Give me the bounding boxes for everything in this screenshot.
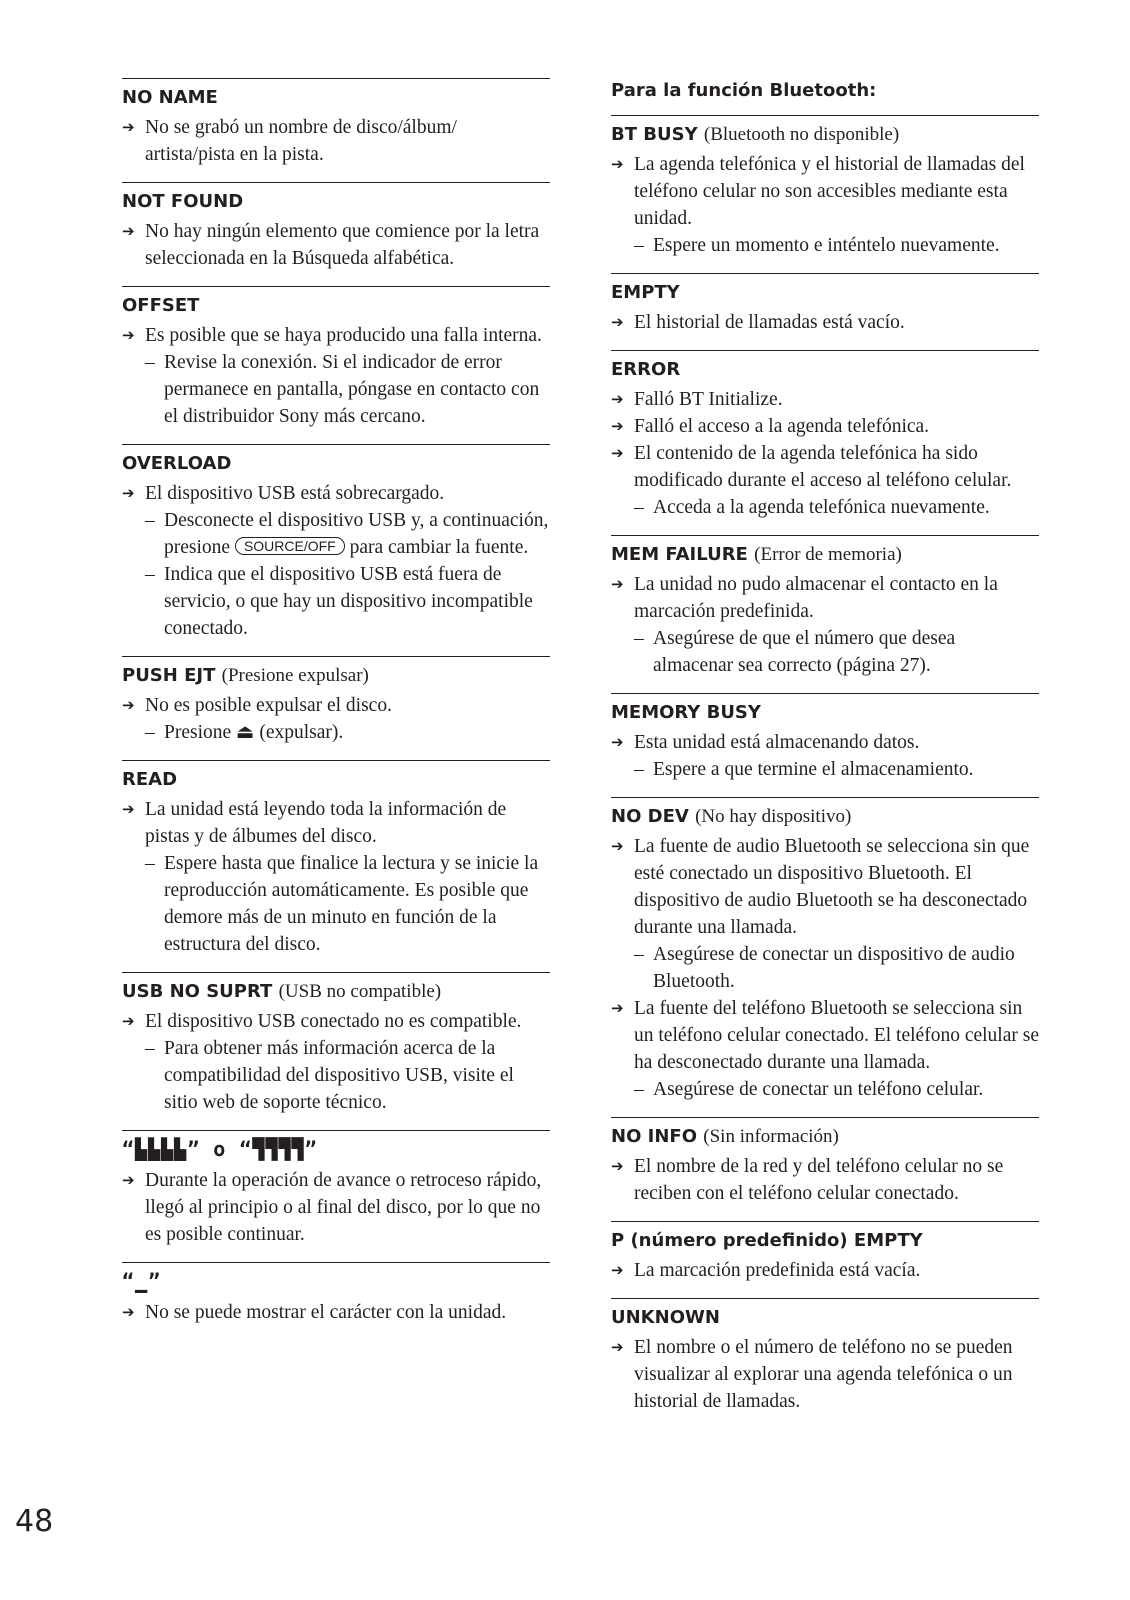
arrow-icon: ➔ <box>122 222 135 240</box>
entry-title <box>611 700 1039 725</box>
message-entry <box>122 760 550 958</box>
entry-title <box>611 1305 1039 1330</box>
cause-text: El historial de llamadas está vacío. <box>634 312 905 333</box>
cause-item <box>122 114 550 168</box>
message-entry <box>611 115 1039 259</box>
message-entry <box>122 972 550 1116</box>
entry-code: MEMORY BUSY <box>611 702 761 723</box>
message-entry <box>122 78 550 168</box>
entry-code: OVERLOAD <box>122 453 232 474</box>
entry-title <box>122 979 550 1004</box>
cause-item <box>611 833 1039 941</box>
entry-code: NO DEV <box>611 806 689 827</box>
dash-icon: – <box>145 510 155 531</box>
entry-code: NOT FOUND <box>122 191 244 212</box>
cause-item <box>611 309 1039 336</box>
entry-subtitle: (USB no compatible) <box>278 981 442 1002</box>
remedy-item <box>611 756 1039 783</box>
entry-code: EMPTY <box>611 282 680 303</box>
cause-text: El nombre de la red y del teléfono celular no se reciben con el teléfono celular conectado. <box>634 1156 1004 1204</box>
arrow-icon: ➔ <box>611 837 624 855</box>
cause-item <box>611 440 1039 494</box>
entry-code: UNKNOWN <box>611 1307 720 1328</box>
entry-title <box>122 663 550 688</box>
dash-icon: – <box>145 1038 155 1059</box>
remedy-text: Asegúrese de conectar un dispositivo de audio Bluetooth. <box>653 944 1015 992</box>
entry-code: READ <box>122 769 178 790</box>
cause-item <box>122 1299 550 1326</box>
entry-title <box>122 293 550 318</box>
entry-title <box>611 122 1039 147</box>
cause-item <box>611 571 1039 625</box>
left-column <box>122 78 550 1340</box>
arrow-icon: ➔ <box>611 444 624 462</box>
cause-item <box>122 692 550 719</box>
arrow-icon: ➔ <box>611 733 624 751</box>
message-entry <box>611 1298 1039 1415</box>
cause-text: Esta unidad está almacenando datos. <box>634 732 920 753</box>
remedy-item <box>122 507 550 561</box>
right-column <box>611 78 1039 1429</box>
arrow-icon: ➔ <box>122 1303 135 1321</box>
entry-title <box>611 357 1039 382</box>
arrow-icon: ➔ <box>122 1171 135 1189</box>
entry-title <box>122 451 550 476</box>
cause-text: No se grabó un nombre de disco/álbum/ artista/pista en la pista. <box>145 117 457 165</box>
remedy-text: Revise la conexión. Si el indicador de error permanece en pantalla, póngase en contacto con el distribuidor Sony más cercano. <box>164 352 540 427</box>
remedy-text: Para obtener más información acerca de la compatibilidad del dispositivo USB, visite el sitio web de soporte técnico. <box>164 1038 514 1113</box>
remedy-item <box>611 1076 1039 1103</box>
entry-title <box>122 767 550 792</box>
cause-text: No se puede mostrar el carácter con la unidad. <box>145 1302 507 1323</box>
remedy-text: Acceda a la agenda telefónica nuevamente. <box>653 497 990 518</box>
cause-text: No hay ningún elemento que comience por la letra seleccionada en la Búsqueda alfabética. <box>145 221 540 269</box>
dash-icon: – <box>634 759 644 780</box>
remedy-text: Espere a que termine el almacenamiento. <box>653 759 974 780</box>
source-off-button-label: SOURCE/OFF <box>235 537 345 555</box>
message-entry <box>122 656 550 746</box>
remedy-item <box>122 349 550 430</box>
arrow-icon: ➔ <box>122 1012 135 1030</box>
arrow-icon: ➔ <box>611 417 624 435</box>
cause-item <box>122 1167 550 1248</box>
arrow-icon: ➔ <box>611 1157 624 1175</box>
dash-icon: – <box>145 722 155 743</box>
remedy-item <box>611 232 1039 259</box>
message-entry <box>611 535 1039 679</box>
cause-text: La unidad está leyendo toda la información de pistas y de álbumes del disco. <box>145 799 507 847</box>
entry-subtitle: (Sin información) <box>703 1126 839 1147</box>
entry-code: BT BUSY <box>611 124 698 145</box>
remedy-text: Espere hasta que finalice la lectura y se inicie la reproducción automáticamente. Es posible que demore más de un minuto en función de la estructura del disco. <box>164 853 539 955</box>
remedy-item <box>611 494 1039 521</box>
entry-title <box>122 1137 550 1163</box>
cause-text: Durante la operación de avance o retroceso rápido, llegó al principio o al final del disco, por lo que no es posible continuar. <box>145 1170 542 1245</box>
entry-subtitle: (Presione expulsar) <box>221 665 369 686</box>
arrow-icon: ➔ <box>611 1338 624 1356</box>
entry-code: USB NO SUPRT <box>122 981 273 1002</box>
arrow-icon: ➔ <box>611 1261 624 1279</box>
remedy-text: Asegúrese de conectar un teléfono celular. <box>653 1079 984 1100</box>
arrow-icon: ➔ <box>122 696 135 714</box>
cause-text: La unidad no pudo almacenar el contacto en la marcación predefinida. <box>634 574 998 622</box>
entry-code: MEM FAILURE <box>611 544 748 565</box>
arrow-icon: ➔ <box>122 484 135 502</box>
arrow-icon: ➔ <box>611 155 624 173</box>
dash-icon: – <box>634 235 644 256</box>
cause-text: Falló el acceso a la agenda telefónica. <box>634 416 930 437</box>
remedy-item <box>611 941 1039 995</box>
dash-icon: – <box>145 564 155 585</box>
message-entry <box>122 182 550 272</box>
remedy-text: Indica que el dispositivo USB está fuera de servicio, o que hay un dispositivo incompatible conectado. <box>164 564 533 639</box>
entry-title <box>611 1228 1039 1253</box>
entry-subtitle: (No hay dispositivo) <box>695 806 852 827</box>
cause-text: El dispositivo USB conectado no es compatible. <box>145 1011 522 1032</box>
arrow-icon: ➔ <box>611 313 624 331</box>
message-entry <box>122 444 550 642</box>
cause-item <box>611 1257 1039 1284</box>
arrow-icon: ➔ <box>611 999 624 1017</box>
remedy-item <box>122 1035 550 1116</box>
cause-text: La fuente de audio Bluetooth se selecciona sin que esté conectado un dispositivo Bluetooth. El dispositivo de audio Bluetooth se ha desconectado durante una llamada. <box>634 836 1030 938</box>
entry-title <box>611 1124 1039 1149</box>
remedy-item <box>122 850 550 958</box>
cause-text: La marcación predefinida está vacía. <box>634 1260 921 1281</box>
dash-icon: – <box>145 352 155 373</box>
remedy-text: Asegúrese de que el número que desea almacenar sea correcto (página 27). <box>653 628 956 676</box>
cause-item <box>611 386 1039 413</box>
cause-text: El dispositivo USB está sobrecargado. <box>145 483 445 504</box>
entry-subtitle: (Bluetooth no disponible) <box>703 124 900 145</box>
cause-item <box>611 1334 1039 1415</box>
cause-item <box>611 995 1039 1076</box>
remedy-item <box>122 561 550 642</box>
entry-title <box>611 280 1039 305</box>
cause-text: La fuente del teléfono Bluetooth se selecciona sin un teléfono celular conectado. El teléfono celular se ha desconectado durante una llamada. <box>634 998 1039 1073</box>
dash-icon: – <box>634 628 644 649</box>
remedy-text-continued: para cambiar la fuente. <box>349 537 529 558</box>
bluetooth-heading: Para la función Bluetooth: <box>611 80 877 101</box>
message-entry <box>122 1262 550 1326</box>
remedy-text: Espere un momento e inténtelo nuevamente. <box>653 235 1000 256</box>
cause-text: El contenido de la agenda telefónica ha sido modificado durante el acceso al teléfono celular. <box>634 443 1012 491</box>
arrow-icon: ➔ <box>611 575 624 593</box>
entry-code: “▙▙▙▙” o “▜▜▜▜” <box>122 1137 318 1161</box>
cause-item <box>122 1008 550 1035</box>
dash-icon: – <box>145 853 155 874</box>
cause-item <box>122 218 550 272</box>
cause-item <box>611 151 1039 232</box>
entry-title <box>122 85 550 110</box>
entry-title <box>611 804 1039 829</box>
entry-code: PUSH EJT <box>122 665 216 686</box>
remedy-text: Desconecte el dispositivo USB y, a continuación, presione <box>164 510 549 558</box>
dash-icon: – <box>634 944 644 965</box>
entry-code: NO NAME <box>122 87 218 108</box>
entry-code: ERROR <box>611 359 681 380</box>
entry-code: OFFSET <box>122 295 200 316</box>
entry-code: P (número predefinido) EMPTY <box>611 1230 923 1251</box>
message-entry <box>122 1130 550 1248</box>
cause-text: El nombre o el número de teléfono no se pueden visualizar al explorar una agenda telefónica o un historial de llamadas. <box>634 1337 1013 1412</box>
cause-text: No es posible expulsar el disco. <box>145 695 392 716</box>
cause-item <box>122 480 550 507</box>
entry-title <box>611 542 1039 567</box>
message-entry <box>611 350 1039 521</box>
cause-item <box>122 322 550 349</box>
message-entry <box>611 1221 1039 1284</box>
cause-item <box>611 729 1039 756</box>
entry-title <box>122 189 550 214</box>
cause-item <box>611 413 1039 440</box>
arrow-icon: ➔ <box>611 390 624 408</box>
arrow-icon: ➔ <box>122 118 135 136</box>
remedy-text: Presione ⏏ (expulsar). <box>164 722 344 743</box>
message-entry <box>611 797 1039 1103</box>
remedy-item <box>611 625 1039 679</box>
entry-code: NO INFO <box>611 1126 697 1147</box>
dash-icon: – <box>634 497 644 518</box>
remedy-item <box>122 719 550 746</box>
message-entry <box>611 1117 1039 1207</box>
entry-subtitle: (Error de memoria) <box>754 544 902 565</box>
dash-icon: – <box>634 1079 644 1100</box>
message-entry <box>611 273 1039 336</box>
cause-text: La agenda telefónica y el historial de llamadas del teléfono celular no son accesibles mediante esta unidad. <box>634 154 1025 229</box>
entry-title <box>122 1269 550 1295</box>
arrow-icon: ➔ <box>122 800 135 818</box>
cause-item <box>122 796 550 850</box>
entry-code: “▁” <box>122 1269 162 1293</box>
message-entry <box>122 286 550 430</box>
page-number: 48 <box>15 1504 54 1539</box>
message-entry <box>611 693 1039 783</box>
cause-text: Falló BT Initialize. <box>634 389 783 410</box>
arrow-icon: ➔ <box>122 326 135 344</box>
cause-text: Es posible que se haya producido una falla interna. <box>145 325 542 346</box>
cause-item <box>611 1153 1039 1207</box>
